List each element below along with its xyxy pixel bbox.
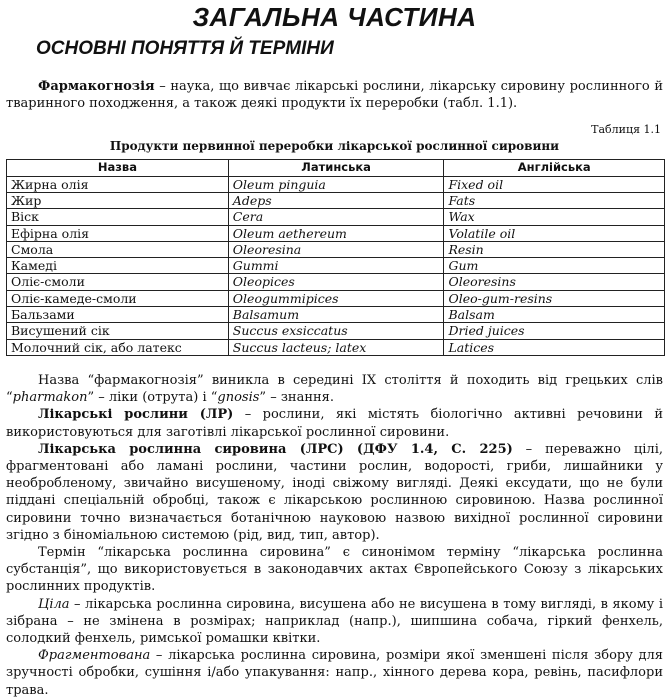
cell-latin: Succus lacteus; latex <box>228 339 444 355</box>
cell-english: Latices <box>444 339 665 355</box>
intro-text: – наука, що вивчає лікарські рослини, лікарську сировину рослинного й тваринного походження, а також деякі продукти їх переробки (табл. 1.1). <box>6 79 663 112</box>
table-caption: Продукти первинної переробки лікарської рослинної сировини <box>109 139 560 154</box>
cell-latin: Gummi <box>228 258 444 274</box>
table-number: Таблиця 1.1 <box>591 123 661 137</box>
table-row <box>7 241 665 257</box>
cell-latin: Balsamum <box>228 307 444 323</box>
page-title: ЗАГАЛЬНА ЧАСТИНА <box>192 2 477 32</box>
table-row <box>7 258 665 274</box>
fragmented-definition-paragraph <box>6 647 663 699</box>
fragmented-text: – лікарська рослинна сировина, розміри якої зменшені після збору для зручності обробки, сушіння і/або упакування: напр., хінного дерева кора, ревінь, пасифлори трава. <box>6 648 663 698</box>
cell-name: Оліє-камеде-смоли <box>7 290 229 306</box>
fragmented-term: Фрагментована <box>38 648 151 664</box>
etymology-text-part: ” – ліки (отрута) і “ <box>87 390 218 406</box>
cell-name: Ефірна олія <box>7 225 229 241</box>
cell-name: Молочний сік, або латекс <box>7 339 229 355</box>
intro-paragraph <box>6 78 663 112</box>
cell-latin: Cera <box>228 209 444 225</box>
cell-english: Wax <box>444 209 665 225</box>
table-row <box>7 307 665 323</box>
raw-material-term: Лікарська рослинна сировина (ЛРС) (ДФУ 1.4, С. 225) <box>38 441 513 457</box>
whole-term: Ціла <box>38 596 70 612</box>
table-row <box>7 274 665 290</box>
cell-english: Gum <box>444 258 665 274</box>
cell-name: Віск <box>7 209 229 225</box>
cell-latin: Oleum aethereum <box>228 225 444 241</box>
raw-material-paragraph <box>6 441 663 544</box>
greek-word-pharmakon: pharmakon <box>12 390 88 406</box>
raw-material-text: – переважно цілі, фрагментовані або ламані рослини, частини рослин, водорості, гриби, лишайники у необробленому, звичайно висушеному, іноді свіжому вигляді. Деякі ексудати, що не були піддані спеціальній обробці, також є лікарською рослинною сировиною. Назва рослинної сировини точно визначається ботанічною науковою назвою вихідної рослинної сировини згідно з біноміальною системою (рід, вид, тип, автор). <box>6 441 663 543</box>
cell-latin: Oleopices <box>228 274 444 290</box>
cell-english: Fats <box>444 193 665 209</box>
table-row <box>7 209 665 225</box>
greek-word-gnosis: gnosis <box>217 390 260 406</box>
table-row <box>7 225 665 241</box>
cell-english: Fixed oil <box>444 176 665 192</box>
cell-name: Оліє-смоли <box>7 274 229 290</box>
medicinal-plants-text: – рослини, які містять біологічно активні речовини й використовуються для заготівлі лікарської рослинної сировини. <box>6 407 663 440</box>
table-row <box>7 176 665 192</box>
cell-latin: Adeps <box>228 193 444 209</box>
medicinal-plants-term: Лікарські рослини (ЛР) <box>38 407 234 423</box>
cell-english: Balsam <box>444 307 665 323</box>
cell-name: Жирна олія <box>7 176 229 192</box>
column-header-english: Англійська <box>444 160 665 176</box>
etymology-text-part: Назва “фармакогнозія” виникла в середині IX століття й походить від грецьких слів “ <box>6 372 663 406</box>
table-row <box>7 339 665 355</box>
whole-definition-paragraph <box>6 596 663 648</box>
cell-name: Бальзами <box>7 307 229 323</box>
etymology-paragraph <box>6 372 663 406</box>
cell-name: Висушений сік <box>7 323 229 339</box>
cell-latin: Oleogummipices <box>228 290 444 306</box>
cell-name: Смола <box>7 241 229 257</box>
whole-text: – лікарська рослинна сировина, висушена або не висушена в тому вигляді, в якому і зібрана – не змінена в розмірах; наприклад (напр.), шипшина собача, гіркий фенхель, солодкий фенхель, римської ромашки квітки. <box>6 596 663 647</box>
cell-name: Камеді <box>7 258 229 274</box>
medicinal-plants-paragraph <box>6 406 663 440</box>
column-header-name: Назва <box>7 160 229 176</box>
cell-latin: Succus exsiccatus <box>228 323 444 339</box>
cell-english: Oleoresins <box>444 274 665 290</box>
cell-name: Жир <box>7 193 229 209</box>
products-table <box>6 159 665 356</box>
intro-term: Фармакогнозія <box>38 79 155 94</box>
cell-english: Volatile oil <box>444 225 665 241</box>
column-header-latin: Латинська <box>228 160 444 176</box>
cell-english: Oleo-gum-resins <box>444 290 665 306</box>
synonym-text: Термін “лікарська рослинна сировина” є синонімом терміну “лікарська рослинна субстанція”, що використовується в законодавчих актах Європейського Союзу з лікарських рослинних продуктів. <box>6 545 663 595</box>
table-header-row <box>7 160 665 176</box>
etymology-text-part: ” – знання. <box>259 390 335 406</box>
cell-latin: Oleoresina <box>228 241 444 257</box>
table-row <box>7 290 665 306</box>
section-subtitle: ОСНОВНІ ПОНЯТТЯ Й ТЕРМІНИ <box>36 38 334 59</box>
table-row <box>7 323 665 339</box>
table-row <box>7 193 665 209</box>
cell-english: Dried juices <box>444 323 665 339</box>
cell-latin: Oleum pinguia <box>228 176 444 192</box>
cell-english: Resin <box>444 241 665 257</box>
synonym-paragraph <box>6 544 663 596</box>
